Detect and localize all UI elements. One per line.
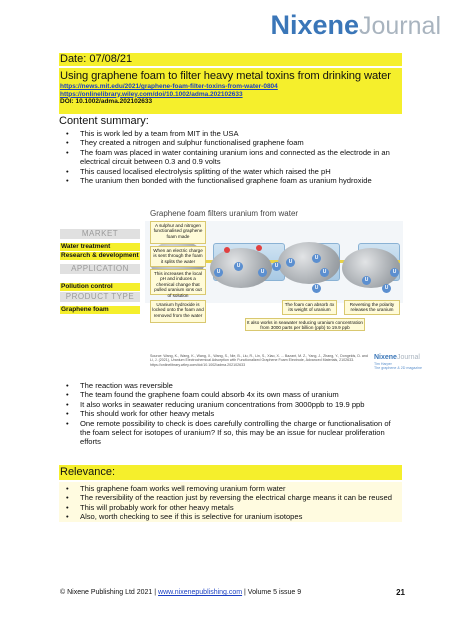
application-header: APPLICATION [60, 264, 140, 274]
list-item: • This should work for other heavy metals [62, 409, 402, 418]
product-tag: Graphene foam [60, 306, 140, 315]
figure-caption: It also works in seawater reducing uranium concentration from 3000 parts per billion (ppb) to 19.9 ppb [245, 318, 365, 331]
list-item: • Also, worth checking to see if this is selective for uranium isotopes [62, 512, 402, 521]
list-item: • The reversibility of the reaction just by reversing the electrical charge means it can be reused [62, 493, 402, 502]
list-item: • It also works in seawater reducing uranium concentrations from 3000ppb to 19.9 ppb [62, 400, 402, 409]
list-item: • The foam was placed in water containing uranium ions and connected as the electrode in an electrical circuit between 0.3 and 0.9 volts [62, 148, 402, 167]
findings-list [62, 381, 402, 447]
uranium-ion-icon: U [362, 276, 371, 285]
figure-source: Source: Wang, K., Wang, K., Wang, X., Wang, S., Nie, B., Liu, R., Lin, S., Xiao, X. ... Bazant, M. Z., Yang, J., Zhang, Y., Dongelds, D. and Li, J. (2021), Uranium Electrochemical Adsorption with Functionalized Graphene Foam Electrode, Advanced Materials, 2102633. https://onlinelibrary.wiley.com/doi/10.1002/adma.202102633 [150, 354, 368, 367]
uranium-ion-icon: U [312, 284, 321, 293]
relevance-heading: Relevance: [59, 465, 402, 480]
copyright: © Nixene Publishing Ltd 2021 | [60, 589, 157, 596]
page-footer [60, 588, 405, 597]
logo-bold: Nixene [270, 10, 359, 40]
list-item: • This graphene foam works well removing uranium form water [62, 484, 402, 493]
relevance-list [62, 484, 402, 522]
mini-logo-light: Journal [396, 354, 420, 361]
figure-caption: Uranium hydroxide is locked onto the foam and removed from the water [150, 300, 206, 323]
uranium-ion-icon: U [258, 268, 267, 277]
page-number: 21 [396, 588, 405, 597]
figure-caption: When an electric charge is sent through the foam it splits the water [150, 246, 206, 267]
uranium-ion-icon: U [234, 262, 243, 271]
figure-caption: A sulphur and nitrogen functionalised graphene foam made [150, 221, 206, 244]
logo-light: Journal [359, 12, 441, 40]
uranium-ion-icon: U [214, 268, 223, 277]
journal-logo [270, 12, 441, 40]
source-link-news[interactable]: https://news.mit.edu/2021/graphene-foam-filter-toxins-from-water-0804 [60, 83, 278, 90]
list-item: • This caused localised electrolysis splitting of the water which raised the pH [62, 167, 402, 176]
list-item: • They created a nitrogen and sulphur functionalised graphene foam [62, 138, 402, 147]
date-bar: Date: 07/08/21 [59, 53, 402, 66]
charge-icon [224, 247, 230, 253]
summary-heading: Content summary: [59, 115, 149, 127]
market-header: MARKET [60, 229, 140, 239]
list-item: • This will probably work for other heavy metals [62, 503, 402, 512]
mini-logo-bold: Nixene [374, 354, 397, 361]
uranium-ion-icon: U [286, 258, 295, 267]
figure-title: Graphene foam filters uranium from water [150, 209, 299, 218]
list-item: • This is work led by a team from MIT in the USA [62, 129, 402, 138]
article-doi: DOI: 10.1002/adma.202102633 [60, 98, 153, 105]
product-header: PRODUCT TYPE [60, 292, 140, 302]
uranium-ion-icon: U [272, 262, 281, 271]
mini-logo-tagline: The graphene & 2D magazine [374, 366, 422, 370]
uranium-ion-icon: U [390, 268, 399, 277]
figure-caption: This increases the local pH and induces a chemical change that pulled uranium ions out of solution [150, 269, 206, 295]
article-title: Using graphene foam to filter heavy metal toxins from drinking water [60, 70, 391, 82]
figure-caption: Reversing the polarity releases the uranium [344, 300, 400, 315]
issue-info: | Volume 5 issue 9 [244, 589, 302, 596]
list-item: • The team found the graphene foam could absorb 4x its own mass of uranium [62, 390, 402, 399]
publisher-link[interactable]: www.nixenepublishing.com [158, 589, 243, 596]
article-header [59, 68, 402, 114]
list-item: • The uranium then bonded with the functionalised graphene foam as uranium hydroxide [62, 176, 402, 185]
uranium-ion-icon: U [382, 284, 391, 293]
taxonomy-sidebar [60, 229, 140, 315]
application-tag: Pollution control [60, 283, 140, 292]
mini-logo-author: Tim Harper [374, 362, 392, 366]
summary-list [62, 129, 402, 185]
figure-caption: The foam can absorb 4x its weight of uranium [282, 300, 337, 315]
source-link-paper[interactable]: https://onlinelibrary.wiley.com/doi/10.1002/adma.202102633 [60, 90, 243, 98]
market-tag: Research & development [61, 252, 139, 259]
list-item: • The reaction was reversible [62, 381, 402, 390]
charge-icon [256, 245, 262, 251]
list-item: • One remote possibility to check is does carefully controlling the charge or functionalisation of the foam select for isotopes of uranium? If so, this may be an issue for nuclear proliferation efforts [62, 419, 402, 447]
uranium-ion-icon: U [312, 254, 321, 263]
uranium-ion-icon: U [320, 268, 329, 277]
market-tag: Water treatment [60, 243, 140, 252]
mini-logo [374, 354, 422, 370]
